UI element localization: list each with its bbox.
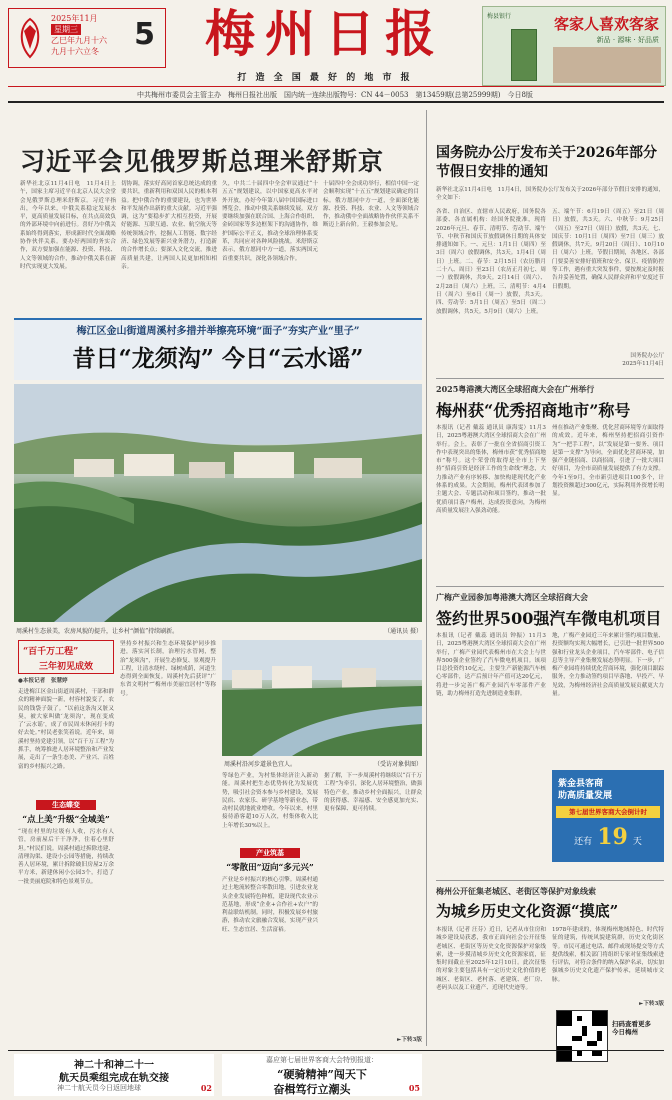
- feature-body-3: 坚持乡村振兴和生态环境保护同步推进，落实河长制，治理污水管网，整治“龙须沟”，开展生态修复、景观提升工程，让清水绕村、绿树成荫，河道生态得到全面恢复。周溪村先后获评“广东省文明村”“梅州市美丽宜居村”等称号。: [120, 641, 216, 697]
- lead-headline[interactable]: 习近平会见俄罗斯总理米舒斯京: [20, 147, 385, 176]
- subsection-tag-ecology: 生态蝶变: [36, 800, 96, 810]
- slogan: 打 造 全 国 最 好 的 地 市 报: [237, 73, 413, 83]
- lead-col-1: 新华社北京11月4日电 11月4日上午，国家主席习近平在北京人民大会堂会见俄罗斯总理米舒斯京。习近平指出，今年以来，中俄关系稳定发展水平，更高质量发展目标，在共点高效负的外部环境中向前进行。喜好乃中俄关系始终得到落实，形成新时代全面战略协作伙伴关系。要办好两国的务实合作，双方要加强在能源、投资、科技、人文等领域的合作，推动中俄关系在新时代实现更大发展。: [20, 181, 116, 270]
- holiday-body-2: 五、端午节：6月19日（周五）至21日（周日）放假，共3天。六、中秋节：9月25日（周五）至27日（周日）放假，共3天。七、国庆节：10月1日（周四）至7日（周三）放假调休，共7天。9月20日（周日）、10月10日（周六）上班。节假日期间，各地区、各部门要妥善安排好值班和安全、保卫、疫情防控等工作，遇有重大突发事件，要按规定及时报告并妥善处置，确保人民群众祥和平安度过节日假期。: [552, 209, 664, 290]
- countdown: [552, 824, 664, 850]
- footer-teaser-middle[interactable]: [222, 1054, 422, 1096]
- issue-date: 2025年11月: [51, 14, 98, 23]
- riverside-walkway-image: [222, 640, 422, 756]
- feature-kicker: 梅江区金山街道周溪村多措并举擦亮环境“面子”夯实产业“里子”: [76, 326, 360, 337]
- holiday-headline[interactable]: 国务院办公厅发布关于2026年部分节假日安排的通知: [436, 145, 657, 180]
- day-number: 5: [134, 17, 155, 52]
- village-river-image: [14, 384, 422, 622]
- feature-headline[interactable]: 昔日“龙须沟” 今日“云水谣”: [72, 345, 364, 372]
- holiday-signature: 国务院办公厅 2025年11月4日: [622, 353, 664, 368]
- top-ad[interactable]: [482, 6, 666, 86]
- feature-body-2: “现在村里的垃圾有人收，污水有人管，房前屋后干干净净，住着心里舒坦。”村民们说。周溪村通过拆除违建、清理沟渠、建设小公园等措施，持续改善人居环境，累计拆除破旧房屋2万余平方米，新建休闲小公园3个，打造了一批美丽庭院和特色景观节点。: [18, 829, 114, 885]
- holiday-body: 各省、自治区、直辖市人民政府，国务院各部委、各直属机构：经国务院批准，现将2026年元旦、春节、清明节、劳动节、端午节、中秋节和国庆节放假调休日期的具体安排通知如下。一、元旦：1月1日（周四）至3日（周六）放假调休，共3天。1月4日（周日）上班。二、春节：2月15日（农历腊月二十八、周日）至23日（农历正月初七、周一）放假调休，共9天。2月14日（周六）、2月28日（周六）上班。三、清明节：4月4日（周六）至6日（周一）放假，共3天。四、劳动节：5月1日（周五）至5日（周二）放假调休，共5天。5月9日（周六）上班。: [436, 209, 546, 315]
- ad-line-1: 紫金县客商: [558, 779, 604, 789]
- feature-photo-2-credit: （受访对象供图）: [373, 761, 422, 768]
- feature-byline: ●本报记者 张慧婷: [18, 678, 68, 684]
- investment-kicker: 2025粤港澳大湾区全球招商大会在广州举行: [436, 384, 595, 394]
- issue-line: 中共梅州市委员会主管主办 梅州日报社出版 国内统一连续出版物号：CN 44－0053 第13459期(总第25999期) 今日8版: [137, 91, 533, 99]
- qr-pattern: [557, 1011, 607, 1061]
- footer-mid-page: 05: [408, 1083, 420, 1093]
- footer-divider: [8, 1050, 664, 1051]
- feature-photo-caption: 周溪村生态景美，农房风貌的提升，让乡村“颜值”持续刷新。: [16, 628, 179, 635]
- date-block: [8, 8, 166, 68]
- ad-line-2: 助高质量发展: [558, 791, 613, 801]
- feature-continue-link[interactable]: ►下转3版: [397, 1037, 422, 1043]
- qr-caption: 扫码查看更多 今日梅州: [612, 1020, 651, 1037]
- auto-kicker: 广梅产业园参加粤港澳大湾区全球招商大会: [436, 592, 588, 602]
- auto-body-2: 地，广梅产业园近三年来累计签约项目数量、投资额均实现大幅增长，已引进一批世界500强和行业龙头企业项目，汽车零部件、电子信息等主导产业集聚发展态势明显。下一步，广梅产业园将持续优化营商环境，强化项目跟踪服务，全力推动签约项目早落地、早投产、早见效，为梅州经济社会高质量发展贡献更大力量。: [552, 633, 664, 698]
- date-info: [51, 13, 107, 57]
- qr-code-icon[interactable]: [556, 1010, 608, 1062]
- lead-col-3: 久，中共二十届四中全会审议通过“十五五”规划建议，以中国家更高水平对外开放，办好今年第八届中国国际进口博览会，推动中俄关系继续发展。双方要继续加强在联合国、上海合作组织、金砖国家等多边框架下的沟通协作，维护国际公平正义，推动全球治理体系变革，共同应对各种风险挑战。米舒斯京表示，俄方愿同中方一道，落实两国元首重要共识，深化各领域合作。: [222, 181, 318, 262]
- lunar-date: 乙巳年九月十六: [51, 36, 107, 45]
- subsection-title-industry: “零散田”迈向“多元兴”: [226, 863, 314, 873]
- section-tag-2: 三年初见成效: [39, 662, 94, 672]
- footer-mid-line-1: “硬骑精神”闯天下: [277, 1068, 367, 1081]
- feature-body-5: 产业是乡村振兴的核心引擎。周溪村通过土地流转整合零散田地，引进农业龙头企业发展特色种植，建设现代农业示范基地，形成“企业+合作社+农户”的利益联结机制。同时，积极发展乡村旅游，推动农文旅融合发展，实现产业兴旺、生态宜居、生活富裕。: [222, 877, 318, 933]
- heritage-body: 本报讯（记者 汪芬）近日，记者从市住房和城乡建设局获悉，我市正面向社会公开征集老城区、老街区等历史文化资源保护对象线索，进一步摸清城乡历史文化资源家底，征集时间截止至2025年12月10日。此次征集的对象主要包括具有一定历史文化价值的老城区、老街区、老村落、老建筑、老厂房、老码头以及工业遗产、近现代史迹等。: [436, 927, 546, 992]
- investment-headline[interactable]: 梅州获“优秀招商地市”称号: [436, 401, 631, 420]
- top-ad-title: 客家人喜欢客家: [553, 15, 659, 33]
- countdown-suffix: 天: [632, 837, 642, 847]
- auto-body: 本报讯（记者 戴蕊 通讯员 钟振）11月3日，2025粤港澳大湾区全球招商大会在广州举行，广梅产业园代表梅州市在大会上与世界500强企业签约了汽车微电机项目。该项目总投资约10亿元，主要生产新能源汽车核心零部件，达产后预计年产值可达20亿元，将进一步完善广梅产业园汽车零部件产业链，助力梅州打造先进制造业集群。: [436, 633, 546, 698]
- auto-headline[interactable]: 签约世界500强汽车微电机项目: [436, 609, 662, 628]
- section-divider: [436, 378, 664, 379]
- investment-body-2: 州在推动产业集聚、优化营商环境等方面取得的成效。近年来，梅州坚持把招商引资作为“一把手工程”，以“发展是第一要务、项目是第一支撑”为导向，全面优化营商环境，加强产业链招商、以商招商，引进了一批大项目好项目，为全市高质量发展提供了有力支撑。今年1至9月，全市新引进项目100多个，计划投资额超过300亿元，实际利用外资增长明显。: [552, 425, 664, 498]
- footer-left-line-3: 神二十航天员今日返回地球: [57, 1084, 141, 1092]
- section-tag: “百千万工程”: [23, 647, 79, 657]
- lead-col-2: 切协调，落实好高同首家总统达成的重要共识，重新利用和双国人民的根本利益。把中俄合作的重要建设，也为世界和平发展作出新的重大贡献。习近平强调，这为“要稳步扩大相互投资，开展好能源、互联互通、农业、航空航天等传统领域合作，挖掘人工智能、数字经济、绿色发展等新兴业务潜力，打造新的合作增长点；要深入文化交流，推进高质量共建，让两国人民更加相知相亲。: [121, 181, 217, 270]
- section-divider: [436, 586, 664, 587]
- newspaper-logo-icon: [13, 15, 47, 61]
- feature-photo-2: [222, 640, 422, 756]
- subsection-title-ecology: “点上美”升级“全域美”: [22, 815, 110, 825]
- newspaper-title: 梅州日报: [205, 4, 445, 63]
- footer-mid-kicker: 嘉应第七届世界客商大会特别报道：: [266, 1056, 378, 1064]
- footer-left-page: 02: [200, 1083, 212, 1093]
- investment-body: 本报讯（记者 戴蕊 通讯员 康海雯）11月3日，2025粤港澳大湾区全球招商大会在广州举行。会上，表彰了一批在全省招商引资工作中表现突出的集体，梅州市获“优秀招商地市”称号。这个荣誉的取得是全市上下坚持“招商引资是经济工作的生命线”理念，大力推动产业有序转移、加快构建现代化产业体系的成果。大会期间，梅州代表团参加了主题大会、专题活动和项目签约，推动一批优质项目落户梅州，达成投资意向，为梅州高质量发展注入强劲动能。: [436, 425, 546, 514]
- top-ad-logo: 梅县银行: [487, 13, 512, 20]
- feature-body-6: 据了解，下一步周溪村将继续以“百千万工程”为牵引，深化人居环境整治，做强特色产业，推动乡村全面振兴，让群众的获得感、幸福感、安全感更加充实、更有保障、更可持续。: [324, 773, 422, 813]
- feature-photo: [14, 384, 422, 622]
- footer-mid-line-2: 奋楫笃行立潮头: [273, 1083, 351, 1096]
- ad-people-image: [553, 47, 661, 83]
- feature-body-4: 等绿色产业，为村集体经济注入新动能。周溪村把生态优势转化为发展优势，吸引社会资本参与乡村建设，发展民宿、农家乐、研学基地等新业态，带动村民就地就业增收。今年以来，村里接待游客超10万人次，村集体收入比上年增长30%以上。: [222, 773, 318, 829]
- footer-teaser-left[interactable]: [14, 1054, 214, 1096]
- product-bottle-image: [511, 29, 537, 81]
- heritage-headline[interactable]: 为城乡历史文化资源“摸底”: [436, 902, 619, 920]
- header-divider: [8, 86, 664, 87]
- lead-col-4: 十届四中全会成功举行，相信中国一定会顺利实现“十五五”规划建议确定的目标。俄方愿同中方一道，全面深化能源、投资、科技、农业、人文等领域合作，推动俄中全面战略协作伙伴关系不断迈上新台阶。王毅参加会见。: [323, 181, 419, 229]
- feature-photo-credit: （通讯员 摄）: [384, 628, 422, 635]
- ad-line-3: 第七届世界客商大会倒计时: [556, 806, 660, 818]
- feature-photo-2-caption: 周溪村沿河步道景色宜人。: [224, 761, 297, 768]
- heritage-kicker: 梅州公开征集老城区、老街区等保护对象线索: [436, 886, 596, 896]
- footer-left-line-1: 神二十和神二十一: [74, 1060, 154, 1071]
- feature-body-1: 走进梅江区金山街道周溪村，干部和群众的精神面貌一新，村容村貌变了，农民的钱袋子鼓了。“以前这条沟又脏又臭，被大家叫做‘龙须沟’，现在变成了‘云水谣’，成了市民周末休闲打卡的好去处。”村民老张笑着说。近年来，周溪村坚持党建引领，以“百千万工程”为抓手，统筹推进人居环境整治和产业发展，走出了一条生态美、产业兴、百姓富的乡村振兴之路。: [18, 689, 114, 770]
- section-divider: [436, 880, 664, 881]
- column-divider: [426, 110, 427, 1046]
- countdown-prefix: 还有: [574, 837, 593, 847]
- guest-countdown-ad[interactable]: [552, 770, 664, 862]
- holiday-lead: 新华社北京11月4日电 11月4日，国务院办公厅发布关于2026年部分节假日安排的通知，全文如下：: [436, 187, 664, 202]
- countdown-days: 19: [597, 824, 628, 850]
- solar-term: 九月十六立冬: [51, 47, 99, 56]
- section-tag-box: [18, 640, 114, 674]
- heritage-continue-link[interactable]: ►下转3版: [639, 1001, 664, 1007]
- subsection-tag-industry: 产业筑基: [240, 848, 300, 858]
- footer-left-line-2: 航天员乘组完成在轨交接: [59, 1073, 169, 1084]
- heritage-body-2: 1978年建成的，体现梅州地域特色、时代特征的建筑，传统风貌建筑群，历史文化街区等。市民可通过电话、邮件或现场提交等方式提供线索，相关部门将组织专家对征集线索进行评估，对符合条件的纳入保护名录，切实加强城乡历史文化遗产保护传承，延续城市文脉。: [552, 927, 664, 983]
- header-divider-bold: [8, 101, 664, 103]
- weekday: 星期三: [51, 24, 81, 35]
- top-ad-sub: 新品 · 源味 · 好品质: [596, 36, 659, 44]
